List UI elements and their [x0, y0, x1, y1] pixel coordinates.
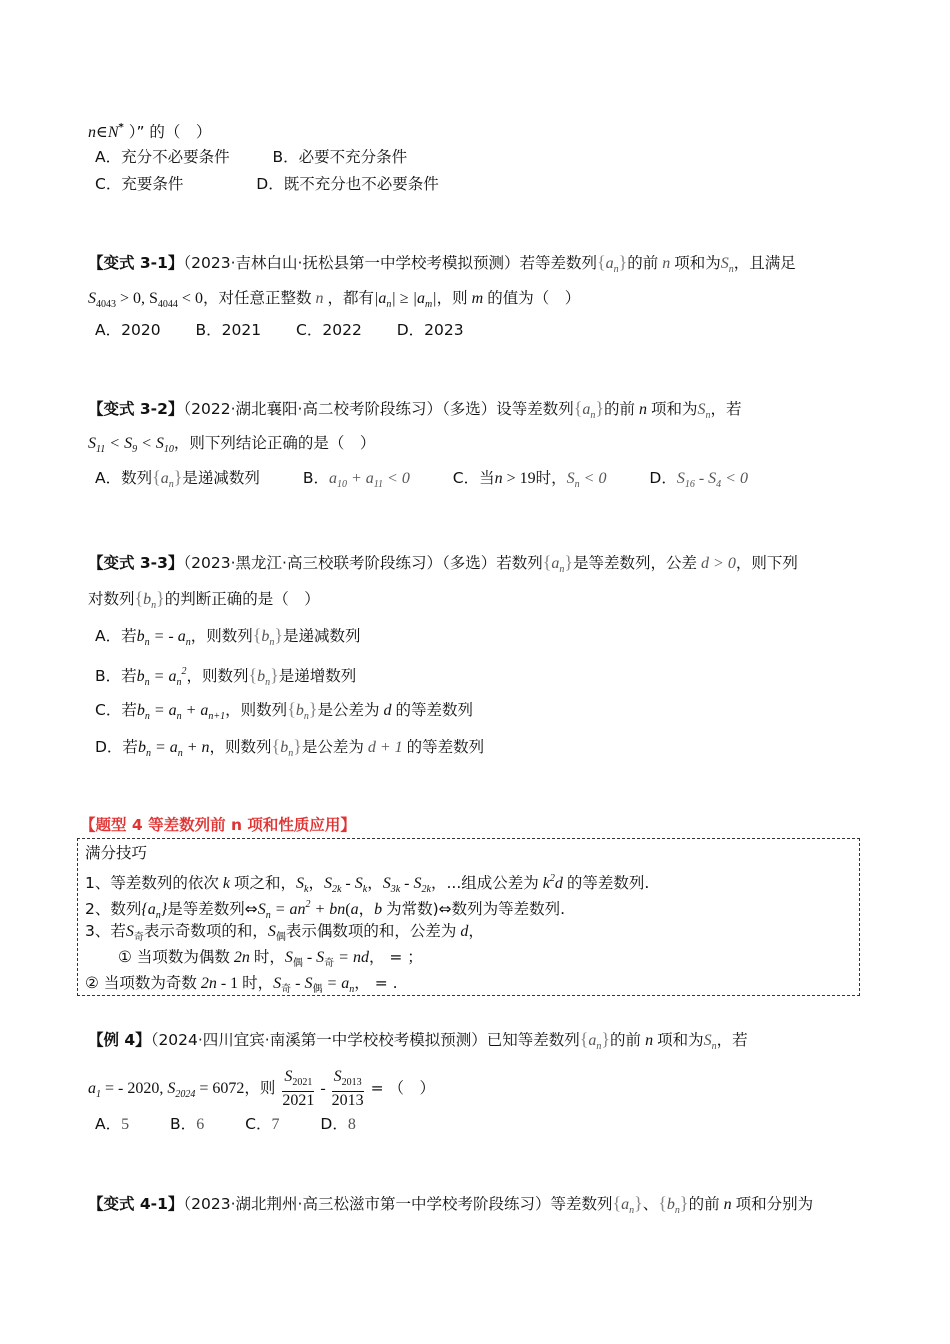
example-4-line1: 【例 4】（2024·四川宜宾·南溪第一中学校校考模拟预测）已知等差数列$\{a_n\}$的前 n 项和为$S_n$，若	[88, 1029, 748, 1052]
tips-line-5: ② 当项数为奇数 2n - 1 时，$S_奇 - S_偶 = a_n$， = .	[85, 974, 398, 995]
variant-3-3-option-d: D．若$b_n = a_n + n$，则数列$\{b_n\}$是公差为 d + 1 的等差数列	[95, 736, 485, 759]
variant-3-3-option-a: A．若$b_n$ = - $a_n$，则数列$\{b_n\}$是递减数列	[95, 625, 361, 648]
question-tail: n∈N* ）” 的（ ）	[88, 122, 212, 141]
tips-line-3: 3、若$S_奇$表示奇数项的和，$S_偶$表示偶数项的和，公差为 d，	[85, 922, 484, 943]
variant-3-1-options: A．2020 B．2021 C．2022 D．2023	[95, 321, 464, 339]
variant-3-1-line2: $S_{4043} > 0$, $S_{4044} < 0$，对任意正整数 n ，都有$|a_n| \ge |a_m|$，则 m 的值为（ ）	[88, 289, 581, 310]
variant-3-2-line1: 【变式 3-2】（2022·湖北襄阳·高二校考阶段练习）（多选）设等差数列$\{a_n\}$的前 n 项和为$S_n$，若	[88, 398, 742, 421]
variant-3-3-option-c: C．若$b_n = a_n + a_{n+1}$，则数列$\{b_n\}$是公差为 d 的等差数列	[95, 699, 473, 722]
variant-3-3-line1: 【变式 3-3】（2023·黑龙江·高三校联考阶段练习）（多选）若数列$\{a_n\}$是等差数列，公差 d > 0，则下列	[88, 552, 798, 575]
variant-3-2-line2: $S_{11} < S_9 < S_{10}$，则下列结论正确的是（ ）	[88, 434, 376, 455]
tips-title: 满分技巧	[85, 844, 148, 862]
variant-3-1-line1: 【变式 3-1】（2023·吉林白山·抚松县第一中学校考模拟预测）若等差数列$\{a_n\}$的前 n 项和为$S_n$，且满足	[88, 252, 796, 275]
variant-4-1-line1: 【变式 4-1】（2023·湖北荆州·高三松滋市第一中学校考阶段练习）等差数列$\{a_n\}$、$\{b_n\}$的前 n 项和分别为	[88, 1193, 814, 1216]
options-row-1: A．充分不必要条件 B．必要不充分条件	[95, 148, 408, 166]
tips-line-1: 1、等差数列的依次 k 项之和，$S_k$，$S_{2k} - S_k$，$S_{3k} - S_{2k}$，...组成公差为 $k^2d$ 的等差数列.	[85, 873, 650, 895]
example-4-line2: $a_1$ = - 2020, $S_{2024} = 6072$，则 $\frac{S_{2021}}{2021}$ - $\frac{S_{2013}}{2013}$ = （ ）	[88, 1068, 436, 1109]
variant-3-2-options: A．数列$\{a_n\}$是递减数列 B．$a_{10} + a_{11} < 0$ C．当n > 19时，$S_n < 0$ D．$S_{16} - S_4 < 0$	[95, 467, 748, 490]
example-4-options: A．5 B．6 C．7 D．8	[95, 1115, 356, 1133]
section-heading: 【题型 4 等差数列前 n 项和性质应用】	[80, 816, 356, 834]
variant-3-3-line2: 对数列$\{b_n\}$的判断正确的是（ ）	[88, 588, 320, 611]
tips-line-4: ① 当项数为偶数 2n 时，$S_偶 - S_奇$ = nd， = ；	[118, 948, 423, 969]
tips-line-2: 2、数列$\{a_n\}$是等差数列$\Leftrightarrow S_n = an^2 + bn(a$，b 为常数)⇔数列为等差数列.	[85, 899, 566, 921]
options-row-2: C．充要条件 D．既不充分也不必要条件	[95, 175, 439, 193]
variant-3-3-option-b: B．若$b_n = a_n^2$，则数列$\{b_n\}$是递增数列	[95, 665, 357, 688]
